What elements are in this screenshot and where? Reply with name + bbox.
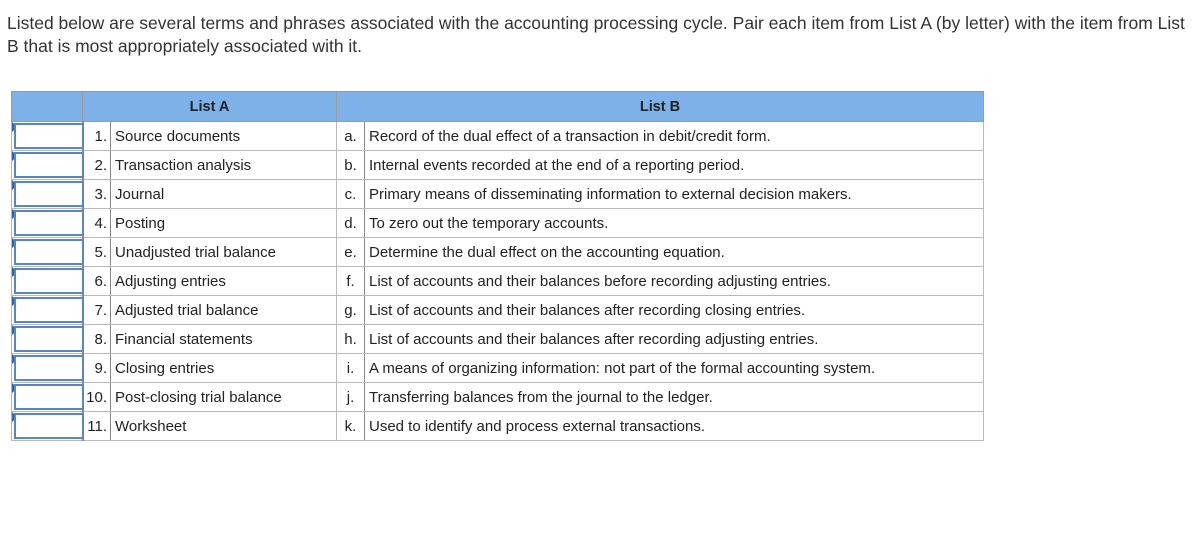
list-a-number: 1. (83, 122, 111, 151)
list-b-letter: f. (337, 267, 365, 296)
list-a-header: List A (83, 92, 337, 122)
answer-cell (12, 354, 83, 383)
list-b-letter: h. (337, 325, 365, 354)
list-a-term: Worksheet (111, 412, 337, 441)
list-b-letter: c. (337, 180, 365, 209)
list-b-description: List of accounts and their balances after recording adjusting entries. (365, 325, 984, 354)
list-b-description: To zero out the temporary accounts. (365, 209, 984, 238)
list-a-term: Adjusted trial balance (111, 296, 337, 325)
table-row (12, 151, 984, 180)
list-a-number: 10. (83, 383, 111, 412)
list-b-letter: e. (337, 238, 365, 267)
answer-input-6[interactable] (14, 268, 84, 294)
list-a-term: Unadjusted trial balance (111, 238, 337, 267)
list-a-number: 8. (83, 325, 111, 354)
table-row (12, 296, 984, 325)
table-row (12, 209, 984, 238)
answer-input-5[interactable] (14, 239, 84, 265)
answer-input-7[interactable] (14, 297, 84, 323)
answer-input-1[interactable] (14, 123, 84, 149)
answer-cell (12, 122, 83, 151)
list-a-number: 7. (83, 296, 111, 325)
matching-table (11, 91, 984, 441)
answer-input-4[interactable] (14, 210, 84, 236)
list-b-description: Determine the dual effect on the accounting equation. (365, 238, 984, 267)
table-row (12, 238, 984, 267)
table-header-row (12, 92, 984, 122)
answer-cell (12, 383, 83, 412)
list-a-term: Adjusting entries (111, 267, 337, 296)
list-b-letter: a. (337, 122, 365, 151)
answer-cell (12, 267, 83, 296)
list-b-description: Primary means of disseminating information to external decision makers. (365, 180, 984, 209)
answer-cell (12, 296, 83, 325)
list-b-description: Used to identify and process external transactions. (365, 412, 984, 441)
answer-cell (12, 325, 83, 354)
list-b-letter: k. (337, 412, 365, 441)
table-row (12, 180, 984, 209)
answer-cell (12, 180, 83, 209)
list-a-term: Closing entries (111, 354, 337, 383)
list-a-term: Source documents (111, 122, 337, 151)
answer-input-8[interactable] (14, 326, 84, 352)
answer-input-10[interactable] (14, 384, 84, 410)
list-a-term: Posting (111, 209, 337, 238)
table-row (12, 383, 984, 412)
answer-input-9[interactable] (14, 355, 84, 381)
answer-cell (12, 209, 83, 238)
answer-cell (12, 412, 83, 441)
list-a-number: 3. (83, 180, 111, 209)
list-b-description: List of accounts and their balances after recording closing entries. (365, 296, 984, 325)
table-row (12, 354, 984, 383)
answer-input-11[interactable] (14, 413, 84, 439)
list-a-number: 11. (83, 412, 111, 441)
answer-cell (12, 151, 83, 180)
answer-input-3[interactable] (14, 181, 84, 207)
list-a-term: Transaction analysis (111, 151, 337, 180)
list-a-number: 2. (83, 151, 111, 180)
list-b-description: List of accounts and their balances before recording adjusting entries. (365, 267, 984, 296)
list-b-description: Internal events recorded at the end of a reporting period. (365, 151, 984, 180)
list-b-letter: j. (337, 383, 365, 412)
answer-column-header (12, 92, 83, 122)
list-b-header: List B (337, 92, 984, 122)
table-body (12, 122, 984, 441)
table-row (12, 325, 984, 354)
table-row (12, 267, 984, 296)
instructions-text: Listed below are several terms and phrases associated with the accounting processing cycle. Pair each item from List A (by letter) with the item from List B that is most appropriately associated with it. (7, 13, 1185, 56)
list-a-number: 6. (83, 267, 111, 296)
list-b-description: A means of organizing information: not part of the formal accounting system. (365, 354, 984, 383)
list-b-letter: g. (337, 296, 365, 325)
answer-input-2[interactable] (14, 152, 84, 178)
list-b-letter: i. (337, 354, 365, 383)
answer-cell (12, 238, 83, 267)
table-row (12, 412, 984, 441)
list-a-term: Financial statements (111, 325, 337, 354)
list-b-description: Transferring balances from the journal to the ledger. (365, 383, 984, 412)
list-a-term: Journal (111, 180, 337, 209)
list-b-letter: d. (337, 209, 365, 238)
list-a-term: Post-closing trial balance (111, 383, 337, 412)
list-b-description: Record of the dual effect of a transaction in debit/credit form. (365, 122, 984, 151)
list-b-letter: b. (337, 151, 365, 180)
list-a-number: 4. (83, 209, 111, 238)
list-a-number: 9. (83, 354, 111, 383)
list-a-number: 5. (83, 238, 111, 267)
table-row (12, 122, 984, 151)
